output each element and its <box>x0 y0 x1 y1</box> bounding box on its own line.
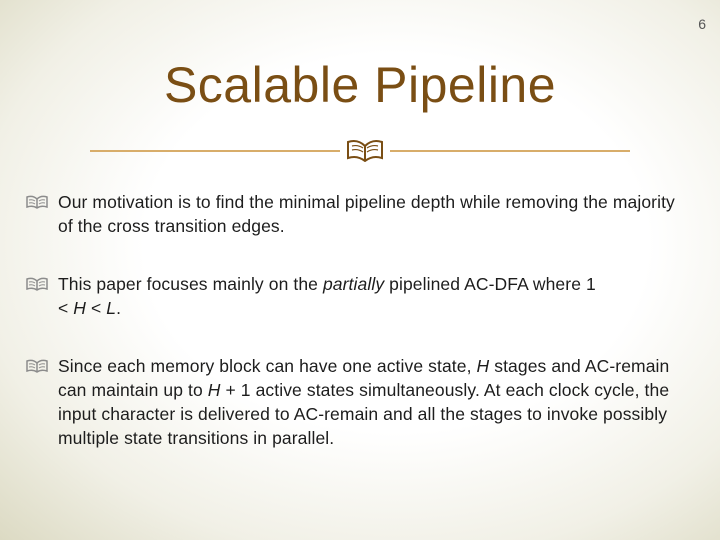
bullet-text: Our motivation is to find the minimal pipeline depth while removing the majority of the cross transition edges. <box>58 192 675 236</box>
bullet-text: This paper focuses mainly on the partially pipelined AC-DFA where 1 < H < L. <box>58 274 596 318</box>
book-icon <box>26 277 48 291</box>
bullet-item <box>26 354 676 450</box>
book-icon <box>26 195 48 209</box>
slide-title: Scalable Pipeline <box>163 57 557 113</box>
title-divider <box>90 138 630 162</box>
bullet-item <box>26 272 676 320</box>
page-number: 6 <box>698 16 706 32</box>
book-icon <box>342 138 388 162</box>
divider-line-left <box>90 150 340 152</box>
divider-line-right <box>390 150 630 152</box>
bullet-item <box>26 190 676 238</box>
book-icon <box>26 359 48 373</box>
bullet-text: Since each memory block can have one active state, H stages and AC-remain can maintain up to H + 1 active states simultaneously. At each clock cycle, the input character is delivered to AC-remain and all the stages to invoke possibly multiple state transitions in parallel. <box>58 356 670 448</box>
bullet-list <box>26 190 676 450</box>
